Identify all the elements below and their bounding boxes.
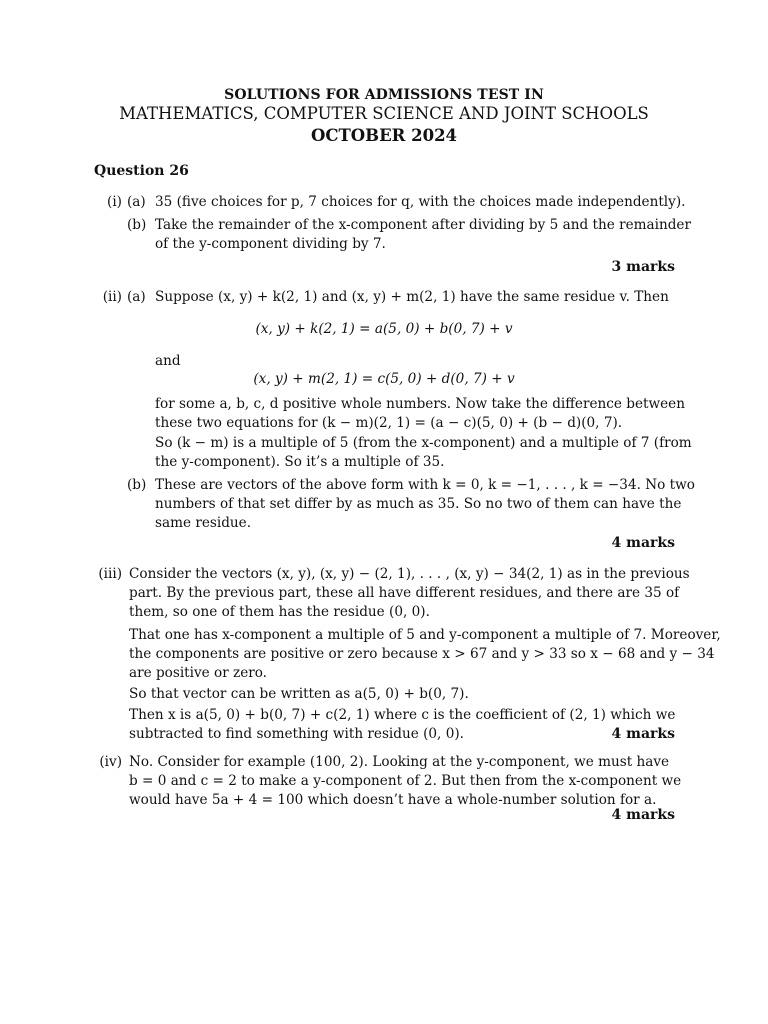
part-iii-line8: Then x is a(5, 0) + b(0, 7) + c(2, 1) where c is the coefficient of (2, 1) which we	[129, 707, 676, 723]
part-i-b-line1: Take the remainder of the x-component after dividing by 5 and the remainder	[155, 217, 691, 233]
header-line-3: OCTOBER 2024	[310, 126, 458, 145]
part-iv-marks: 4 marks	[611, 807, 675, 823]
part-iv-line1: No. Consider for example (100, 2). Looking at the y-component, we must have	[129, 754, 670, 770]
part-ii-a-line5: the y-component). So it’s a multiple of 35.	[155, 454, 445, 470]
part-iv-line2: b = 0 and c = 2 to make a y-component of 2. But then from the x-component we	[129, 773, 682, 789]
part-ii-marks: 4 marks	[611, 535, 675, 551]
part-i-a-text: 35 (five choices for p, 7 choices for q, with the choices made independently).	[155, 194, 686, 210]
part-ii-b-line2: numbers of that set differ by as much as 35. So no two of them can have the	[155, 496, 682, 512]
part-iii-line2: part. By the previous part, these all have different residues, and there are 35 of	[129, 585, 680, 601]
part-iii-line4: That one has x-component a multiple of 5 and y-component a multiple of 7. Moreover,	[129, 627, 721, 643]
part-i-marks: 3 marks	[611, 259, 675, 275]
part-ii-b-line3: same residue.	[155, 515, 252, 531]
part-ii-a-line1: Suppose (x, y) + k(2, 1) and (x, y) + m(2, 1) have the same residue v. Then	[155, 289, 669, 305]
part-ii-a-line2: for some a, b, c, d positive whole numbers. Now take the difference between	[155, 396, 685, 412]
part-i-b-label: (b)	[127, 217, 147, 233]
part-i-b-line2: of the y-component dividing by 7.	[155, 236, 386, 252]
equation-2: (x, y) + m(2, 1) = c(5, 0) + d(0, 7) + v	[253, 371, 515, 387]
part-i-label: (i)	[107, 194, 122, 210]
part-ii-b-label: (b)	[127, 477, 147, 493]
part-ii-a-line3: these two equations for (k − m)(2, 1) = (a − c)(5, 0) + (b − d)(0, 7).	[155, 415, 623, 431]
part-iii-label: (iii)	[98, 566, 122, 582]
part-iv-label: (iv)	[99, 754, 122, 770]
part-iii-line3: them, so one of them has the residue (0, 0).	[129, 604, 430, 620]
header-line-1: SOLUTIONS FOR ADMISSIONS TEST IN	[224, 87, 544, 103]
header-line-2: MATHEMATICS, COMPUTER SCIENCE AND JOINT SCHOOLS	[119, 104, 649, 123]
part-iii-line9: subtracted to find something with residue (0, 0).	[129, 726, 464, 742]
part-iii-marks: 4 marks	[611, 726, 675, 742]
part-ii-label: (ii)	[102, 289, 122, 305]
part-iv-line3: would have 5a + 4 = 100 which doesn’t have a whole-number solution for a.	[129, 792, 657, 808]
equation-1: (x, y) + k(2, 1) = a(5, 0) + b(0, 7) + v	[255, 321, 513, 337]
part-ii-a-line4: So (k − m) is a multiple of 5 (from the x-component) and a multiple of 7 (from	[155, 435, 692, 451]
part-ii-and: and	[155, 353, 181, 369]
question-title: Question 26	[94, 163, 189, 179]
part-ii-a-label: (a)	[127, 289, 146, 305]
part-iii-line5: the components are positive or zero because x > 67 and y > 33 so x − 68 and y − 34	[129, 646, 715, 662]
part-i-a-label: (a)	[127, 194, 146, 210]
part-iii-line6: are positive or zero.	[129, 665, 268, 681]
part-ii-b-line1: These are vectors of the above form with k = 0, k = −1, . . . , k = −34. No two	[155, 477, 695, 493]
part-iii-line1: Consider the vectors (x, y), (x, y) − (2, 1), . . . , (x, y) − 34(2, 1) as in the previous	[129, 566, 690, 582]
part-iii-line7: So that vector can be written as a(5, 0) + b(0, 7).	[129, 686, 469, 702]
